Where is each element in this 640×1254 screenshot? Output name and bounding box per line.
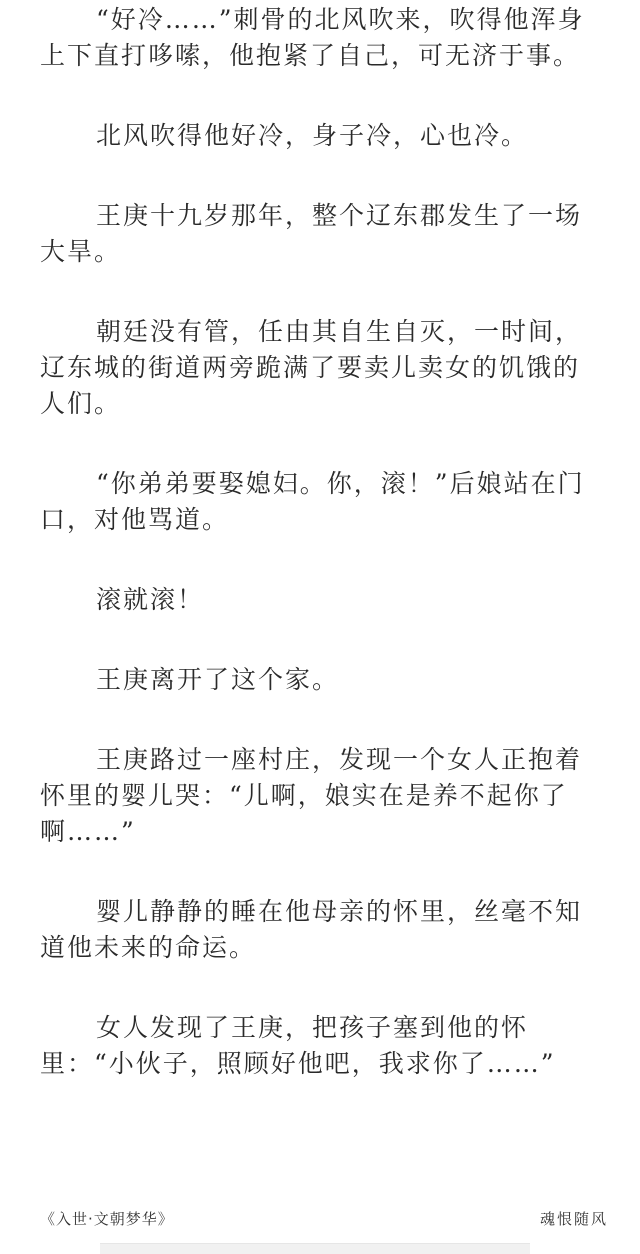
author-name: 魂恨随风	[539, 1210, 608, 1228]
bottom-fade	[0, 1168, 640, 1198]
paragraph: 北风吹得他好冷，身子冷，心也冷。	[96, 121, 529, 150]
paragraph: 女人发现了王庚，把孩子塞到他的怀里：“小伙子，照顾好他吧，我求你了……”	[40, 1013, 556, 1078]
paragraph: 王庚路过一座村庄，发现一个女人正抱着怀里的婴儿哭：“儿啊，娘实在是养不起你了啊……”	[40, 745, 583, 846]
page-footer	[0, 1198, 640, 1238]
paragraph: 滚就滚！	[96, 585, 205, 614]
paragraph: 朝廷没有管，任由其自生自灭，一时间，辽东城的街道两旁跪满了要卖儿卖女的饥饿的人们。	[40, 317, 583, 418]
book-title: 《入世·文朝梦华》	[40, 1210, 174, 1228]
bottom-bar	[100, 1243, 530, 1254]
paragraph: “好冷……”刺骨的北风吹来，吹得他浑身上下直打哆嗦，他抱紧了自己，可无济于事。	[40, 5, 585, 70]
paragraph: 婴儿静静的睡在他母亲的怀里，丝毫不知道他未来的命运。	[40, 897, 583, 962]
paragraph: 王庚离开了这个家。	[96, 665, 340, 694]
paragraph: “你弟弟要娶媳妇。你，滚！”后娘站在门口，对他骂道。	[40, 469, 585, 534]
paragraph: 王庚十九岁那年，整个辽东郡发生了一场大旱。	[40, 201, 583, 266]
article-body	[40, 2, 604, 1126]
